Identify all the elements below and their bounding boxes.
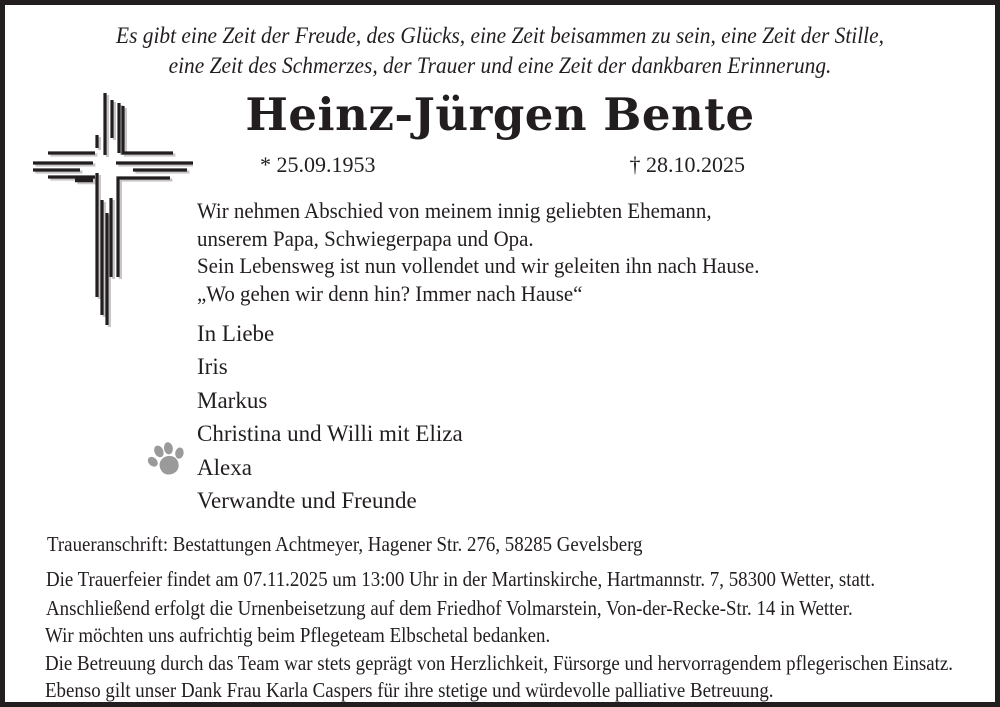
thanks-line-2: Die Betreuung durch das Team war stets geprägt von Herzlichkeit, Fürsorge und hervorragendem pflegerischen Einsatz. [45,650,954,675]
mourner-christina-willi-eliza: Christina und Willi mit Eliza [197,421,463,447]
mourner-relatives-friends: Verwandte und Freunde [197,488,417,514]
epigraph-line-1: Es gibt eine Zeit der Freude, des Glücks, eine Zeit beisammen zu sein, eine Zeit der Stille, [116,23,884,48]
mourners-list [197,317,463,517]
deceased-name: Heinz-Jürgen Bente [245,88,755,141]
life-dates [260,152,745,178]
death-date: † 28.10.2025 [629,152,745,177]
epigraph-line-2: eine Zeit des Schmerzes, der Trauer und eine Zeit der dankbaren Erinnerung. [168,53,832,78]
service-line-2: Anschließend erfolgt die Urnenbeisetzung auf dem Friedhof Volmarstein, Von-der-Recke-Str. 14 in Wetter. [46,595,853,620]
tribute-line-1: Wir nehmen Abschied von meinem innig geliebten Ehemann, [197,198,712,223]
condolence-address: Traueranschrift: Bestattungen Achtmeyer, Hagener Str. 276, 58285 Gevelsberg [47,532,643,556]
birth-date: * 25.09.1953 [260,152,376,177]
tribute-line-2: unserem Papa, Schwiegerpapa und Opa. [197,225,534,251]
tribute-quote: „Wo gehen wir denn hin? Immer nach Hause“ [197,280,583,306]
service-details [46,565,875,622]
thanks-line-3: Ebenso gilt unser Dank Frau Karla Caspers für ihre stetige und würdevolle palliative Betreuung. [45,678,774,702]
tribute-line-3: Sein Lebensweg ist nun vollendet und wir geleiten ihn nach Hause. [197,253,760,278]
epigraph [40,21,961,81]
acknowledgements [45,622,953,705]
paw-icon [146,440,190,485]
closing-phrase: In Liebe [197,321,275,346]
tribute-text [197,197,759,307]
mourner-iris: Iris [197,354,228,380]
thanks-line-1: Wir möchten uns aufrichtig beim Pflegeteam Elbschetal bedanken. [45,623,551,647]
mourner-alexa: Alexa [197,454,252,480]
service-line-1: Die Trauerfeier findet am 07.11.2025 um 13:00 Uhr in der Martinskirche, Hartmannstr. 7, 58300 Wetter, statt. [46,567,876,591]
mourner-markus: Markus [197,387,268,413]
